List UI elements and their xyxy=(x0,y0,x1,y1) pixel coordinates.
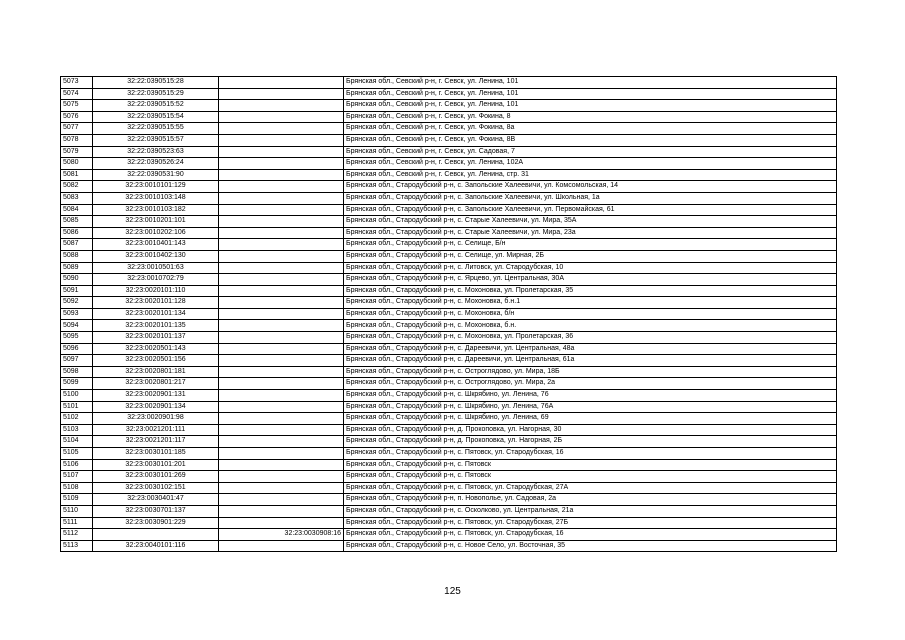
previous-cadastral-number-cell xyxy=(219,378,344,390)
previous-cadastral-number-cell xyxy=(219,390,344,402)
address-cell: Брянская обл., Стародубский р-н, с. Пятовск xyxy=(344,459,837,471)
cadastral-number-cell: 32:23:0020801:217 xyxy=(93,378,219,390)
cadastral-number-cell: 32:23:0030701:137 xyxy=(93,505,219,517)
previous-cadastral-number-cell xyxy=(219,297,344,309)
cadastral-number-cell: 32:22:0390515:55 xyxy=(93,123,219,135)
table-row xyxy=(61,471,837,483)
row-number-cell: 5080 xyxy=(61,158,93,170)
address-cell: Брянская обл., Стародубский р-н, с. Пятовск, ул. Стародубская, 27А xyxy=(344,482,837,494)
address-cell: Брянская обл., Стародубский р-н, с. Старые Халеевичи, ул. Мира, 23а xyxy=(344,227,837,239)
cadastral-number-cell xyxy=(93,529,219,541)
address-cell: Брянская обл., Стародубский р-н, с. Мохоновка, б/н xyxy=(344,308,837,320)
address-cell: Брянская обл., Стародубский р-н, с. Дареевичи, ул. Центральная, 48а xyxy=(344,343,837,355)
row-number-cell: 5108 xyxy=(61,482,93,494)
cadastral-number-cell: 32:23:0021201:117 xyxy=(93,436,219,448)
address-cell: Брянская обл., Стародубский р-н, с. Мохоновка, ул. Пролетарская, 35 xyxy=(344,285,837,297)
table-row xyxy=(61,192,837,204)
row-number-cell: 5086 xyxy=(61,227,93,239)
row-number-cell: 5090 xyxy=(61,274,93,286)
previous-cadastral-number-cell xyxy=(219,413,344,425)
table-row xyxy=(61,169,837,181)
address-cell: Брянская обл., Стародубский р-н, с. Шкрябино, ул. Ленина, 76 xyxy=(344,390,837,402)
row-number-cell: 5091 xyxy=(61,285,93,297)
previous-cadastral-number-cell: 32:23:0030908:16 xyxy=(219,529,344,541)
table-row xyxy=(61,494,837,506)
cadastral-number-cell: 32:23:0040101:116 xyxy=(93,540,219,552)
previous-cadastral-number-cell xyxy=(219,459,344,471)
table-row xyxy=(61,308,837,320)
row-number-cell: 5073 xyxy=(61,77,93,89)
address-cell: Брянская обл., Стародубский р-н, с. Мохоновка, б.н. xyxy=(344,320,837,332)
table-row xyxy=(61,424,837,436)
previous-cadastral-number-cell xyxy=(219,192,344,204)
cadastral-number-cell: 32:23:0010201:101 xyxy=(93,216,219,228)
address-cell: Брянская обл., Севский р-н, г. Севск, ул. Фокина, 8 xyxy=(344,111,837,123)
address-cell: Брянская обл., Стародубский р-н, п. Новополье, ул. Садовая, 2а xyxy=(344,494,837,506)
cadastral-number-cell: 32:23:0010101:129 xyxy=(93,181,219,193)
cadastral-number-cell: 32:23:0020901:131 xyxy=(93,390,219,402)
previous-cadastral-number-cell xyxy=(219,320,344,332)
address-cell: Брянская обл., Стародубский р-н, с. Новое Село, ул. Восточная, 35 xyxy=(344,540,837,552)
registry-table-body xyxy=(61,77,837,552)
row-number-cell: 5092 xyxy=(61,297,93,309)
previous-cadastral-number-cell xyxy=(219,424,344,436)
previous-cadastral-number-cell xyxy=(219,146,344,158)
cadastral-number-cell: 32:23:0021201:111 xyxy=(93,424,219,436)
table-row xyxy=(61,378,837,390)
table-row xyxy=(61,355,837,367)
table-row xyxy=(61,100,837,112)
table-row xyxy=(61,366,837,378)
row-number-cell: 5079 xyxy=(61,146,93,158)
row-number-cell: 5093 xyxy=(61,308,93,320)
previous-cadastral-number-cell xyxy=(219,540,344,552)
cadastral-number-cell: 32:23:0010501:63 xyxy=(93,262,219,274)
address-cell: Брянская обл., Стародубский р-н, д. Прокоповка, ул. Нагорная, 2Б xyxy=(344,436,837,448)
previous-cadastral-number-cell xyxy=(219,239,344,251)
table-row xyxy=(61,227,837,239)
row-number-cell: 5113 xyxy=(61,540,93,552)
previous-cadastral-number-cell xyxy=(219,308,344,320)
row-number-cell: 5099 xyxy=(61,378,93,390)
row-number-cell: 5087 xyxy=(61,239,93,251)
address-cell: Брянская обл., Севский р-н, г. Севск, ул. Ленина, 102А xyxy=(344,158,837,170)
previous-cadastral-number-cell xyxy=(219,100,344,112)
cadastral-number-cell: 32:22:0390523:63 xyxy=(93,146,219,158)
table-row xyxy=(61,448,837,460)
address-cell: Брянская обл., Севский р-н, г. Севск, ул. Фокина, 8В xyxy=(344,134,837,146)
table-row xyxy=(61,123,837,135)
previous-cadastral-number-cell xyxy=(219,250,344,262)
table-row xyxy=(61,285,837,297)
address-cell: Брянская обл., Стародубский р-н, с. Пятовск, ул. Стародубская, 16 xyxy=(344,529,837,541)
row-number-cell: 5102 xyxy=(61,413,93,425)
cadastral-number-cell: 32:23:0020501:156 xyxy=(93,355,219,367)
previous-cadastral-number-cell xyxy=(219,285,344,297)
row-number-cell: 5107 xyxy=(61,471,93,483)
address-cell: Брянская обл., Стародубский р-н, с. Остроглядово, ул. Мира, 18Б xyxy=(344,366,837,378)
previous-cadastral-number-cell xyxy=(219,343,344,355)
cadastral-number-cell: 32:23:0020101:137 xyxy=(93,332,219,344)
row-number-cell: 5088 xyxy=(61,250,93,262)
previous-cadastral-number-cell xyxy=(219,355,344,367)
address-cell: Брянская обл., Стародубский р-н, с. Шкрябино, ул. Ленина, 69 xyxy=(344,413,837,425)
table-row xyxy=(61,239,837,251)
previous-cadastral-number-cell xyxy=(219,274,344,286)
address-cell: Брянская обл., Стародубский р-н, с. Пятовск xyxy=(344,471,837,483)
table-row xyxy=(61,482,837,494)
table-row xyxy=(61,436,837,448)
previous-cadastral-number-cell xyxy=(219,77,344,89)
cadastral-number-cell: 32:23:0020101:128 xyxy=(93,297,219,309)
previous-cadastral-number-cell xyxy=(219,436,344,448)
previous-cadastral-number-cell xyxy=(219,111,344,123)
address-cell: Брянская обл., Стародубский р-н, с. Селище, Б/н xyxy=(344,239,837,251)
registry-table xyxy=(60,76,837,552)
cadastral-number-cell: 32:22:0390515:54 xyxy=(93,111,219,123)
table-row xyxy=(61,88,837,100)
row-number-cell: 5084 xyxy=(61,204,93,216)
row-number-cell: 5103 xyxy=(61,424,93,436)
previous-cadastral-number-cell xyxy=(219,88,344,100)
address-cell: Брянская обл., Севский р-н, г. Севск, ул. Садовая, 7 xyxy=(344,146,837,158)
row-number-cell: 5105 xyxy=(61,448,93,460)
row-number-cell: 5097 xyxy=(61,355,93,367)
address-cell: Брянская обл., Стародубский р-н, с. Шкрябино, ул. Ленина, 76А xyxy=(344,401,837,413)
row-number-cell: 5076 xyxy=(61,111,93,123)
cadastral-number-cell: 32:22:0390531:90 xyxy=(93,169,219,181)
address-cell: Брянская обл., Стародубский р-н, с. Запольские Халеевичи, ул. Первомайская, 61 xyxy=(344,204,837,216)
address-cell: Брянская обл., Стародубский р-н, с. Селище, ул. Мирная, 2Б xyxy=(344,250,837,262)
cadastral-number-cell: 32:23:0020901:134 xyxy=(93,401,219,413)
table-row xyxy=(61,505,837,517)
address-cell: Брянская обл., Стародубский р-н, с. Запольские Халеевичи, ул. Комсомольская, 14 xyxy=(344,181,837,193)
row-number-cell: 5077 xyxy=(61,123,93,135)
cadastral-number-cell: 32:23:0010702:79 xyxy=(93,274,219,286)
address-cell: Брянская обл., Севский р-н, г. Севск, ул. Ленина, 101 xyxy=(344,100,837,112)
address-cell: Брянская обл., Стародубский р-н, с. Пятовск, ул. Стародубская, 16 xyxy=(344,448,837,460)
cadastral-number-cell: 32:23:0030401:47 xyxy=(93,494,219,506)
table-row xyxy=(61,332,837,344)
table-row xyxy=(61,262,837,274)
row-number-cell: 5112 xyxy=(61,529,93,541)
cadastral-number-cell: 32:22:0390515:29 xyxy=(93,88,219,100)
previous-cadastral-number-cell xyxy=(219,158,344,170)
table-row xyxy=(61,390,837,402)
cadastral-number-cell: 32:23:0020501:143 xyxy=(93,343,219,355)
row-number-cell: 5095 xyxy=(61,332,93,344)
row-number-cell: 5083 xyxy=(61,192,93,204)
address-cell: Брянская обл., Севский р-н, г. Севск, ул. Фокина, 8а xyxy=(344,123,837,135)
cadastral-number-cell: 32:23:0010103:148 xyxy=(93,192,219,204)
cadastral-number-cell: 32:23:0030102:151 xyxy=(93,482,219,494)
address-cell: Брянская обл., Стародубский р-н, д. Прокоповка, ул. Нагорная, 30 xyxy=(344,424,837,436)
previous-cadastral-number-cell xyxy=(219,448,344,460)
table-row xyxy=(61,77,837,89)
table-row xyxy=(61,146,837,158)
row-number-cell: 5078 xyxy=(61,134,93,146)
cadastral-number-cell: 32:23:0010402:130 xyxy=(93,250,219,262)
cadastral-number-cell: 32:23:0030101:185 xyxy=(93,448,219,460)
address-cell: Брянская обл., Стародубский р-н, с. Пятовск, ул. Стародубская, 27Б xyxy=(344,517,837,529)
address-cell: Брянская обл., Стародубский р-н, с. Литовск, ул. Стародубская, 10 xyxy=(344,262,837,274)
cadastral-number-cell: 32:23:0030901:229 xyxy=(93,517,219,529)
previous-cadastral-number-cell xyxy=(219,366,344,378)
cadastral-number-cell: 32:22:0390515:57 xyxy=(93,134,219,146)
table-row xyxy=(61,204,837,216)
address-cell: Брянская обл., Стародубский р-н, с. Запольские Халеевичи, ул. Школьная, 1а xyxy=(344,192,837,204)
address-cell: Брянская обл., Стародубский р-н, с. Старые Халеевичи, ул. Мира, 35А xyxy=(344,216,837,228)
address-cell: Брянская обл., Стародубский р-н, с. Осколково, ул. Центральная, 21а xyxy=(344,505,837,517)
row-number-cell: 5100 xyxy=(61,390,93,402)
table-row xyxy=(61,274,837,286)
cadastral-number-cell: 32:22:0390515:52 xyxy=(93,100,219,112)
address-cell: Брянская обл., Севский р-н, г. Севск, ул. Ленина, стр. 31 xyxy=(344,169,837,181)
address-cell: Брянская обл., Стародубский р-н, с. Ярцево, ул. Центральная, 30А xyxy=(344,274,837,286)
table-row xyxy=(61,540,837,552)
cadastral-number-cell: 32:23:0010202:106 xyxy=(93,227,219,239)
table-row xyxy=(61,181,837,193)
row-number-cell: 5082 xyxy=(61,181,93,193)
table-row xyxy=(61,413,837,425)
row-number-cell: 5109 xyxy=(61,494,93,506)
previous-cadastral-number-cell xyxy=(219,181,344,193)
previous-cadastral-number-cell xyxy=(219,204,344,216)
cadastral-number-cell: 32:23:0030101:201 xyxy=(93,459,219,471)
row-number-cell: 5081 xyxy=(61,169,93,181)
table-row xyxy=(61,343,837,355)
row-number-cell: 5101 xyxy=(61,401,93,413)
address-cell: Брянская обл., Стародубский р-н, с. Мохоновка, б.н.1 xyxy=(344,297,837,309)
previous-cadastral-number-cell xyxy=(219,216,344,228)
row-number-cell: 5075 xyxy=(61,100,93,112)
previous-cadastral-number-cell xyxy=(219,482,344,494)
row-number-cell: 5106 xyxy=(61,459,93,471)
table-row xyxy=(61,401,837,413)
row-number-cell: 5104 xyxy=(61,436,93,448)
table-row xyxy=(61,250,837,262)
row-number-cell: 5089 xyxy=(61,262,93,274)
previous-cadastral-number-cell xyxy=(219,401,344,413)
table-row xyxy=(61,111,837,123)
cadastral-number-cell: 32:23:0020801:181 xyxy=(93,366,219,378)
row-number-cell: 5094 xyxy=(61,320,93,332)
cadastral-number-cell: 32:23:0010103:182 xyxy=(93,204,219,216)
row-number-cell: 5098 xyxy=(61,366,93,378)
address-cell: Брянская обл., Севский р-н, г. Севск, ул. Ленина, 101 xyxy=(344,77,837,89)
cadastral-number-cell: 32:23:0020101:134 xyxy=(93,308,219,320)
table-row xyxy=(61,459,837,471)
previous-cadastral-number-cell xyxy=(219,517,344,529)
previous-cadastral-number-cell xyxy=(219,134,344,146)
cadastral-number-cell: 32:23:0020101:135 xyxy=(93,320,219,332)
table-row xyxy=(61,517,837,529)
cadastral-number-cell: 32:23:0020901:98 xyxy=(93,413,219,425)
previous-cadastral-number-cell xyxy=(219,494,344,506)
row-number-cell: 5111 xyxy=(61,517,93,529)
cadastral-number-cell: 32:23:0030101:269 xyxy=(93,471,219,483)
table-row xyxy=(61,297,837,309)
row-number-cell: 5085 xyxy=(61,216,93,228)
address-cell: Брянская обл., Стародубский р-н, с. Дареевичи, ул. Центральная, 61а xyxy=(344,355,837,367)
table-row xyxy=(61,158,837,170)
previous-cadastral-number-cell xyxy=(219,262,344,274)
table-row xyxy=(61,216,837,228)
previous-cadastral-number-cell xyxy=(219,332,344,344)
previous-cadastral-number-cell xyxy=(219,471,344,483)
cadastral-number-cell: 32:22:0390526:24 xyxy=(93,158,219,170)
cadastral-number-cell: 32:23:0010401:143 xyxy=(93,239,219,251)
address-cell: Брянская обл., Стародубский р-н, с. Остроглядово, ул. Мира, 2а xyxy=(344,378,837,390)
row-number-cell: 5074 xyxy=(61,88,93,100)
row-number-cell: 5110 xyxy=(61,505,93,517)
table-row xyxy=(61,529,837,541)
previous-cadastral-number-cell xyxy=(219,505,344,517)
address-cell: Брянская обл., Севский р-н, г. Севск, ул. Ленина, 101 xyxy=(344,88,837,100)
table-row xyxy=(61,134,837,146)
cadastral-number-cell: 32:22:0390515:28 xyxy=(93,77,219,89)
address-cell: Брянская обл., Стародубский р-н, с. Мохоновка, ул. Пролетарская, 36 xyxy=(344,332,837,344)
previous-cadastral-number-cell xyxy=(219,169,344,181)
previous-cadastral-number-cell xyxy=(219,123,344,135)
row-number-cell: 5096 xyxy=(61,343,93,355)
table-row xyxy=(61,320,837,332)
page-number: 125 xyxy=(444,586,461,597)
cadastral-number-cell: 32:23:0020101:110 xyxy=(93,285,219,297)
previous-cadastral-number-cell xyxy=(219,227,344,239)
